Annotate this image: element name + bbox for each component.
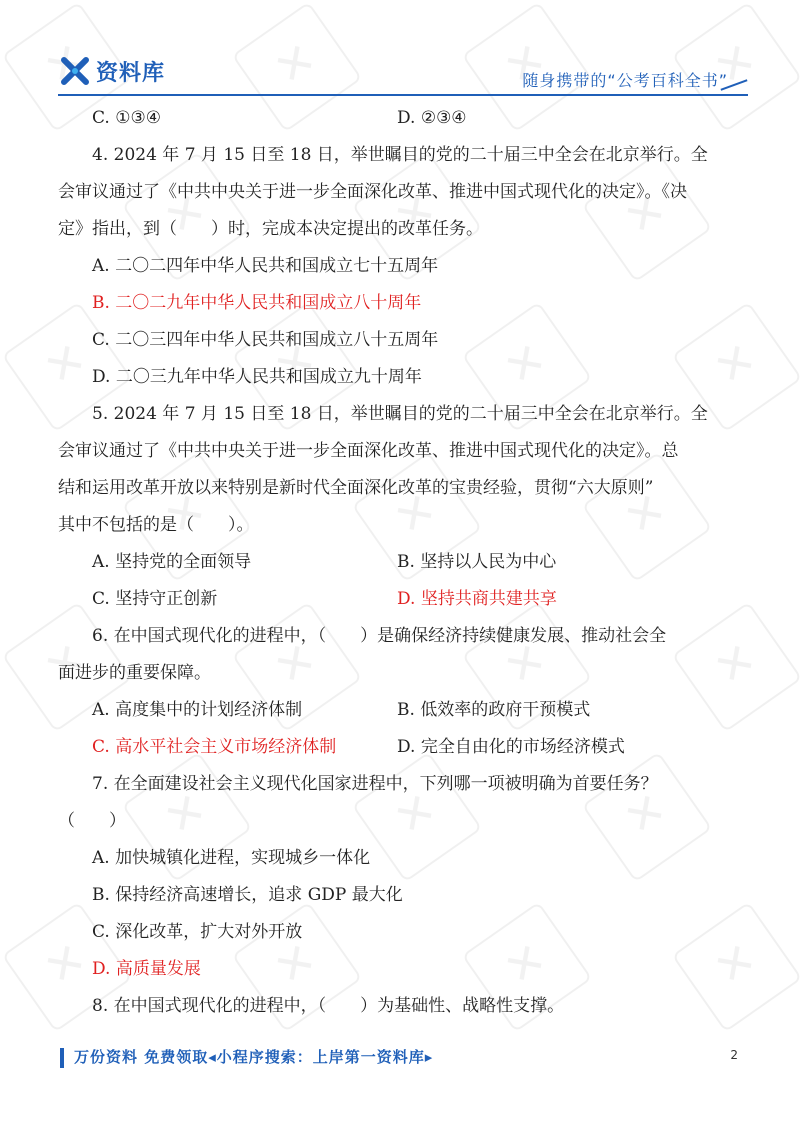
header-slogan: 随身携带的“公考百科全书” — [522, 71, 728, 90]
option-b: B. 低效率的政府干预模式 — [397, 700, 591, 720]
option-a: A. 坚持党的全面领导 — [92, 552, 252, 572]
question-6 — [58, 618, 746, 766]
logo-x-icon — [58, 54, 92, 88]
footer-bar — [60, 1048, 64, 1068]
question-line: （ ） — [58, 811, 126, 831]
option-row — [58, 544, 746, 581]
question-line: 7. 在全面建设社会主义现代化国家进程中，下列哪一项被明确为首要任务？ — [92, 774, 658, 794]
option-c: C. 二〇三四年中华人民共和国成立八十五周年 — [92, 330, 439, 350]
question-8 — [58, 988, 746, 1025]
question-4 — [58, 137, 746, 396]
question-line: 结和运用改革开放以来特别是新时代全面深化改革的宝贵经验，贯彻“六大原则” — [58, 478, 654, 498]
question-line: 6. 在中国式现代化的进程中，（ ）是确保经济持续健康发展、推动社会全 — [92, 626, 667, 646]
option-c: C. 坚持守正创新 — [92, 589, 218, 609]
logo-text: 资料库 — [96, 60, 166, 86]
option-c: C. 深化改革，扩大对外开放 — [92, 922, 303, 942]
option-a: A. 加快城镇化进程，实现城乡一体化 — [92, 848, 371, 868]
option-d-answer: D. 高质量发展 — [92, 959, 201, 979]
document-body — [58, 100, 746, 1025]
option-c-answer: C. 高水平社会主义市场经济体制 — [92, 737, 337, 757]
question-line: 面进步的重要保障。 — [58, 663, 211, 683]
question-line: 8. 在中国式现代化的进程中，（ ）为基础性、战略性支撑。 — [92, 996, 565, 1016]
option-row — [58, 581, 746, 618]
question-line: 5. 2024 年 7 月 15 日至 18 日，举世瞩目的党的二十届三中全会在北京举行。全 — [92, 404, 708, 424]
header-rule — [58, 94, 748, 96]
option-b: B. 坚持以人民为中心 — [397, 552, 557, 572]
question-line: 会审议通过了《中共中央关于进一步全面深化改革、推进中国式现代化的决定》。《决 — [58, 182, 687, 202]
option-row — [58, 729, 746, 766]
option-row — [58, 100, 746, 137]
option-a: A. 高度集中的计划经济体制 — [92, 700, 303, 720]
page-number: 2 — [730, 1048, 738, 1062]
page-header — [58, 54, 748, 96]
question-7 — [58, 766, 746, 988]
question-line: 其中不包括的是（ ）。 — [58, 515, 254, 535]
option-d: D. 二〇三九年中华人民共和国成立九十周年 — [92, 367, 422, 387]
option-b: B. 保持经济高速增长，追求 GDP 最大化 — [92, 885, 403, 905]
question-line: 会审议通过了《中共中央关于进一步全面深化改革、推进中国式现代化的决定》。总 — [58, 441, 679, 461]
option-a: A. 二〇二四年中华人民共和国成立七十五周年 — [92, 256, 439, 276]
question-5 — [58, 396, 746, 618]
option-row — [58, 692, 746, 729]
footer-promo-text: 万份资料 免费领取◂小程序搜索：上岸第一资料库▸ — [74, 1048, 434, 1066]
logo — [58, 54, 165, 88]
option-d-answer: D. 坚持共商共建共享 — [397, 589, 557, 609]
option-b-answer: B. 二〇二九年中华人民共和国成立八十周年 — [92, 293, 422, 313]
option-d: D. 完全自由化的市场经济模式 — [397, 737, 625, 757]
page-footer — [60, 1046, 750, 1070]
question-line: 定》指出，到（ ）时，完成本决定提出的改革任务。 — [58, 219, 483, 239]
question-line: 4. 2024 年 7 月 15 日至 18 日，举世瞩目的党的二十届三中全会在北京举行。全 — [92, 145, 708, 165]
option-d: D. ②③④ — [397, 108, 467, 128]
option-c: C. ①③④ — [92, 108, 161, 128]
